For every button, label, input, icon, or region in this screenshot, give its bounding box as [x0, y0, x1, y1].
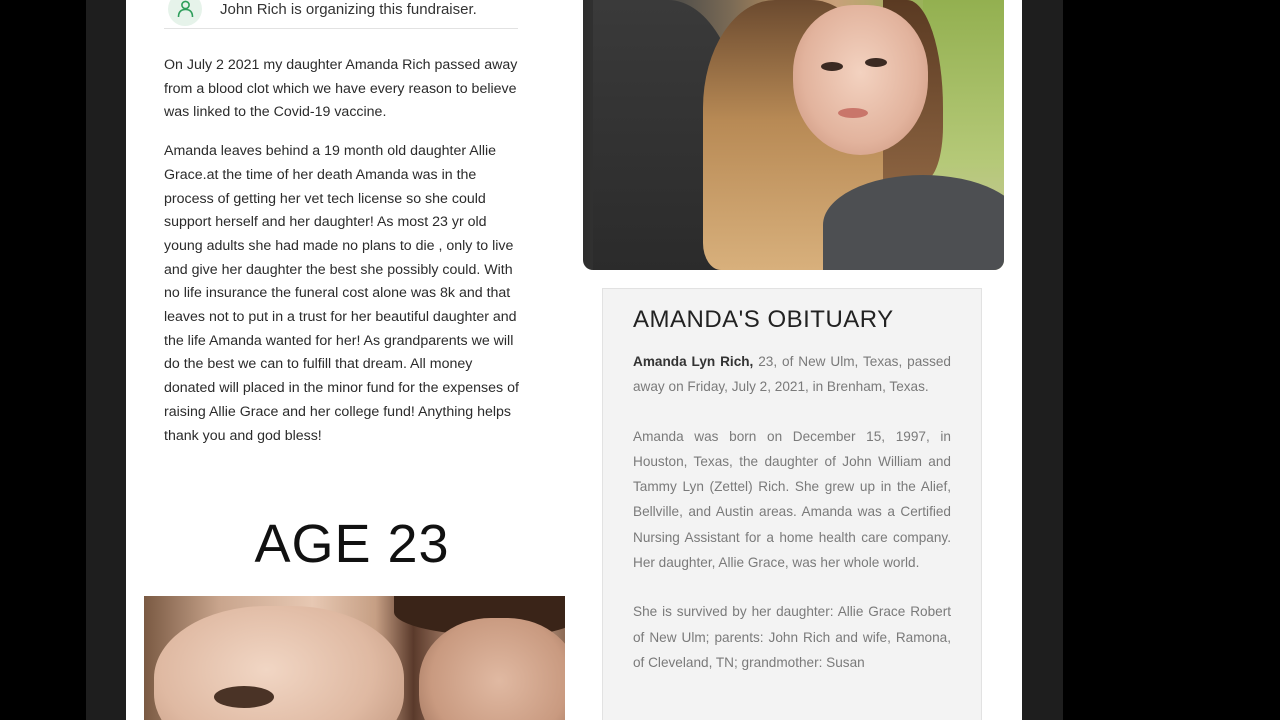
obituary-body — [633, 349, 951, 699]
obituary-paragraph-rest: 23, of New Ulm, Texas, passed away on Friday, July 2, 2021, in Brenham, Texas. — [633, 354, 951, 395]
obituary-paragraph: She is survived by her daughter: Allie Grace Robert of New Ulm; parents: John Rich and wife, Ramona, of Cleveland, TN; grandmother: Susan — [633, 604, 951, 670]
story-text — [164, 54, 520, 463]
obituary-paragraph — [633, 349, 951, 400]
obituary-name: Amanda Lyn Rich, — [633, 354, 754, 369]
mother-baby-photo — [144, 596, 565, 720]
organizer-row — [164, 0, 518, 29]
portrait-photo — [583, 0, 1004, 270]
organizer-text: John Rich is organizing this fundraiser. — [220, 1, 477, 18]
obituary-title: AMANDA'S OBITUARY — [633, 306, 894, 333]
right-frame-border — [1022, 0, 1063, 720]
story-paragraph: On July 2 2021 my daughter Amanda Rich passed away from a blood clot which we have every reason to believe was linked to the Covid-19 vaccine. — [164, 57, 518, 121]
obituary-paragraph: Amanda was born on December 15, 1997, in Houston, Texas, the daughter of John William and Tammy Lyn (Zettel) Rich. She grew up in the Alief, Bellville, and Austin areas. Amanda was a Certified Nursing Assistant for a home health care company. Her daughter, Allie Grace, was her whole world. — [633, 428, 951, 571]
fundraiser-page — [126, 0, 1022, 720]
age-heading: AGE 23 — [254, 514, 450, 574]
obituary-box — [602, 288, 982, 720]
story-paragraph: Amanda leaves behind a 19 month old daughter Allie Grace.at the time of her death Amanda was in the process of getting her vet tech license so she could support herself and her daughter! As most 23 yr old young adults she had made no plans to die , only to live and give her daughter the best she possibly could. With no life insurance the funeral cost alone was 8k and that leaves not to put in a trust for her beautiful daughter and the life Amanda wanted for her! As grandparents we will do the best we can to fulfill that dream. All money donated will placed in the minor fund for the expenses of raising Allie Grace and her college fund! Anything helps thank you and god bless! — [164, 143, 519, 444]
person-heart-icon — [168, 0, 202, 26]
left-frame-border — [86, 0, 126, 720]
